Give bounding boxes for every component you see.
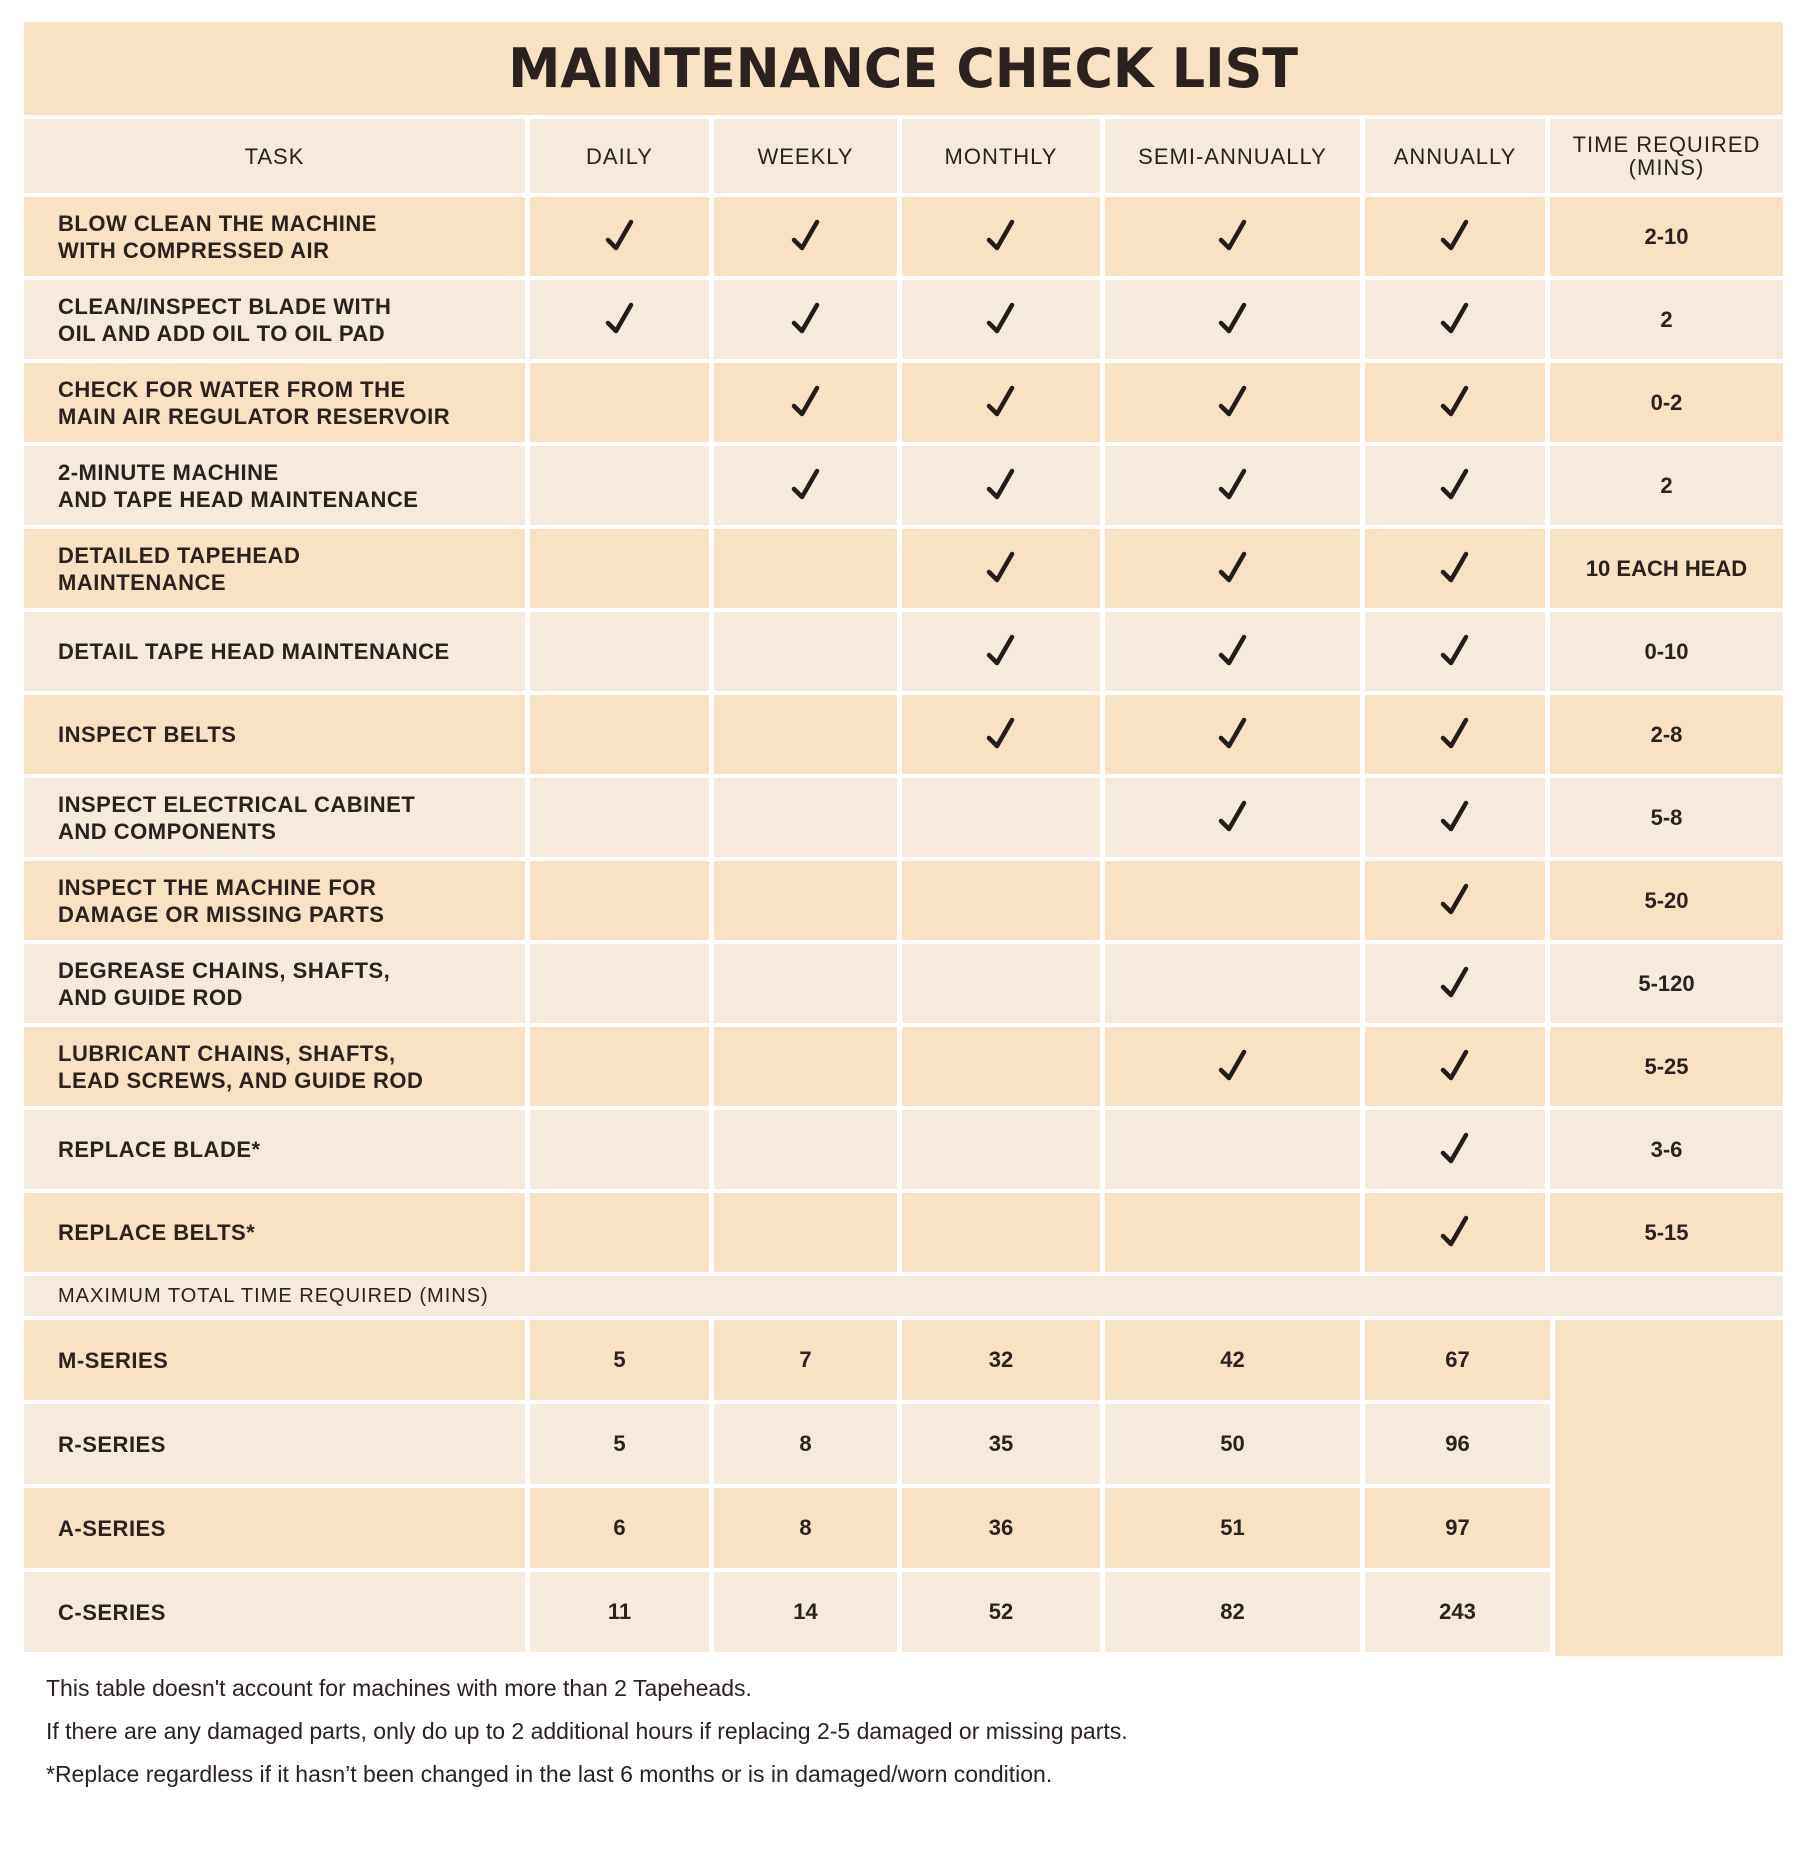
- checkmark-icon: [1218, 799, 1248, 837]
- time-cell: 5-8: [1650, 804, 1683, 830]
- checkmark-icon: [1440, 882, 1470, 920]
- checkmark-icon: [605, 218, 635, 256]
- series-semi-value: 82: [1105, 1572, 1365, 1652]
- annual-cell: [1365, 612, 1550, 691]
- daily-cell: [530, 1193, 714, 1272]
- series-row: [24, 1404, 1550, 1488]
- task-line1: LUBRICANT CHAINS, SHAFTS,: [58, 1040, 396, 1066]
- task-line1: CLEAN/INSPECT BLADE WITH: [58, 293, 392, 319]
- table-row: [24, 529, 1783, 612]
- header-weekly: WEEKLY: [714, 119, 902, 193]
- checkmark-icon: [986, 218, 1016, 256]
- table-row: [24, 446, 1783, 529]
- time-cell: 5-15: [1644, 1219, 1689, 1245]
- task-line2: MAIN AIR REGULATOR RESERVOIR: [58, 403, 451, 429]
- checkmark-icon: [986, 384, 1016, 422]
- series-weekly-value: 8: [714, 1488, 902, 1568]
- semi-cell: [1105, 695, 1365, 774]
- series-name: C-SERIES: [24, 1572, 530, 1652]
- series-name: A-SERIES: [24, 1488, 530, 1568]
- footnotes: [46, 1667, 1128, 1796]
- footnote: *Replace regardless if it hasn’t been changed in the last 6 months or is in damaged/worn condition.: [46, 1761, 1053, 1787]
- time-cell: 5-20: [1644, 887, 1689, 913]
- monthly-cell: [902, 197, 1105, 276]
- weekly-cell: [714, 695, 902, 774]
- annual-cell: [1365, 529, 1550, 608]
- table-row: [24, 1027, 1783, 1110]
- checkmark-icon: [1440, 550, 1470, 588]
- series-monthly-value: 35: [902, 1404, 1105, 1484]
- checkmark-icon: [1440, 1214, 1470, 1252]
- task-cell: [24, 280, 530, 359]
- series-daily-value: 5: [530, 1320, 714, 1400]
- monthly-cell: [902, 1027, 1105, 1106]
- checkmark-icon: [791, 218, 821, 256]
- weekly-cell: [714, 861, 902, 940]
- monthly-cell: [902, 1110, 1105, 1189]
- semi-cell: [1105, 778, 1365, 857]
- task-cell: [24, 612, 530, 691]
- time-cell: 3-6: [1650, 1136, 1683, 1162]
- annual-cell: [1365, 1027, 1550, 1106]
- series-row: [24, 1320, 1550, 1404]
- time-cell: 2: [1660, 306, 1673, 332]
- checkmark-icon: [1218, 550, 1248, 588]
- weekly-cell: [714, 446, 902, 525]
- table-row: [24, 280, 1783, 363]
- checkmark-icon: [1440, 633, 1470, 671]
- checkmark-icon: [1440, 1131, 1470, 1169]
- daily-cell: [530, 197, 714, 276]
- checkmark-icon: [791, 301, 821, 339]
- checkmark-icon: [1440, 716, 1470, 754]
- semi-cell: [1105, 612, 1365, 691]
- checkmark-icon: [1440, 1214, 1470, 1252]
- time-cell: 0-10: [1644, 638, 1689, 664]
- checkmark-icon: [986, 218, 1016, 256]
- series-row: [24, 1572, 1550, 1656]
- checkmark-icon: [1440, 799, 1470, 837]
- checkmark-icon: [791, 301, 821, 339]
- time-cell: 2: [1660, 472, 1673, 498]
- series-semi-value: 51: [1105, 1488, 1365, 1568]
- table-row: [24, 197, 1783, 280]
- annual-cell: [1365, 197, 1550, 276]
- table-header-row: [24, 119, 1783, 197]
- table-row: [24, 861, 1783, 944]
- checkmark-icon: [986, 301, 1016, 339]
- page-title: MAINTENANCE CHECK LIST: [508, 37, 1299, 100]
- title-bar: [24, 22, 1783, 119]
- checkmark-icon: [1218, 550, 1248, 588]
- checkmark-icon: [1218, 1048, 1248, 1086]
- monthly-cell: [902, 612, 1105, 691]
- maintenance-table: [24, 22, 1783, 1656]
- series-monthly-value: 32: [902, 1320, 1105, 1400]
- checkmark-icon: [986, 633, 1016, 671]
- series-monthly-value: 52: [902, 1572, 1105, 1652]
- task-line2: AND TAPE HEAD MAINTENANCE: [58, 486, 419, 512]
- semi-cell: [1105, 280, 1365, 359]
- checkmark-icon: [986, 550, 1016, 588]
- semi-cell: [1105, 197, 1365, 276]
- task-line2: MAINTENANCE: [58, 569, 227, 595]
- task-cell: [24, 446, 530, 525]
- checkmark-icon: [1218, 633, 1248, 671]
- semi-cell: [1105, 363, 1365, 442]
- series-annual-value: 67: [1445, 1347, 1470, 1372]
- checkmark-icon: [1440, 467, 1470, 505]
- daily-cell: [530, 1027, 714, 1106]
- daily-cell: [530, 1110, 714, 1189]
- annual-cell: [1365, 944, 1550, 1023]
- checkmark-icon: [1218, 467, 1248, 505]
- task-line1: INSPECT BELTS: [58, 722, 237, 747]
- semi-cell: [1105, 446, 1365, 525]
- task-line2: AND GUIDE ROD: [58, 984, 243, 1010]
- checkmark-icon: [1440, 384, 1470, 422]
- checkmark-icon: [605, 301, 635, 339]
- footnote: If there are any damaged parts, only do up to 2 additional hours if replacing 2-5 damaged or missing parts.: [46, 1718, 1128, 1744]
- series-daily-value: 5: [530, 1404, 714, 1484]
- task-line1: REPLACE BELTS*: [58, 1220, 256, 1245]
- task-rows: [24, 197, 1783, 1276]
- weekly-cell: [714, 363, 902, 442]
- checkmark-icon: [1440, 384, 1470, 422]
- annual-cell: [1365, 1193, 1550, 1272]
- monthly-cell: [902, 446, 1105, 525]
- monthly-cell: [902, 778, 1105, 857]
- checkmark-icon: [1218, 301, 1248, 339]
- header-annually: ANNUALLY: [1365, 119, 1550, 193]
- annual-cell: [1365, 363, 1550, 442]
- table-row: [24, 778, 1783, 861]
- daily-cell: [530, 612, 714, 691]
- checkmark-icon: [1218, 716, 1248, 754]
- monthly-cell: [902, 363, 1105, 442]
- daily-cell: [530, 446, 714, 525]
- weekly-cell: [714, 197, 902, 276]
- time-cell: 0-2: [1650, 389, 1683, 415]
- checkmark-icon: [1218, 384, 1248, 422]
- semi-cell: [1105, 944, 1365, 1023]
- checkmark-icon: [605, 301, 635, 339]
- daily-cell: [530, 778, 714, 857]
- annual-cell: [1365, 695, 1550, 774]
- task-line1: BLOW CLEAN THE MACHINE: [58, 210, 377, 236]
- task-cell: [24, 861, 530, 940]
- task-cell: [24, 529, 530, 608]
- checkmark-icon: [986, 633, 1016, 671]
- task-line1: DETAILED TAPEHEAD: [58, 542, 301, 568]
- checkmark-icon: [1218, 799, 1248, 837]
- monthly-cell: [902, 280, 1105, 359]
- checkmark-icon: [1440, 633, 1470, 671]
- checkmark-icon: [1440, 301, 1470, 339]
- checkmark-icon: [986, 384, 1016, 422]
- header-time-line2: (MINS): [1628, 155, 1705, 180]
- series-annual-value: 96: [1445, 1431, 1470, 1456]
- task-cell: [24, 695, 530, 774]
- annual-cell: [1365, 861, 1550, 940]
- checkmark-icon: [986, 467, 1016, 505]
- task-line1: CHECK FOR WATER FROM THE: [58, 376, 406, 402]
- checkmark-icon: [1440, 467, 1470, 505]
- header-semi-annually: SEMI-ANNUALLY: [1105, 119, 1365, 193]
- checkmark-icon: [1440, 1048, 1470, 1086]
- series-time-blank: [1550, 1320, 1783, 1656]
- task-line2: OIL AND ADD OIL TO OIL PAD: [58, 320, 386, 346]
- time-cell: 2-8: [1650, 721, 1683, 747]
- checkmark-icon: [986, 467, 1016, 505]
- series-weekly-value: 8: [714, 1404, 902, 1484]
- weekly-cell: [714, 1110, 902, 1189]
- checkmark-icon: [1440, 716, 1470, 754]
- checkmark-icon: [986, 716, 1016, 754]
- checkmark-icon: [605, 218, 635, 256]
- task-line1: DETAIL TAPE HEAD MAINTENANCE: [58, 639, 450, 664]
- series-row: [24, 1488, 1550, 1572]
- annual-cell: [1365, 778, 1550, 857]
- daily-cell: [530, 861, 714, 940]
- checkmark-icon: [1440, 882, 1470, 920]
- semi-cell: [1105, 1193, 1365, 1272]
- weekly-cell: [714, 944, 902, 1023]
- monthly-cell: [902, 861, 1105, 940]
- series-weekly-value: 7: [714, 1320, 902, 1400]
- checkmark-icon: [1440, 218, 1470, 256]
- semi-cell: [1105, 861, 1365, 940]
- checkmark-icon: [1440, 799, 1470, 837]
- checkmark-icon: [791, 218, 821, 256]
- task-line1: REPLACE BLADE*: [58, 1137, 261, 1162]
- annual-cell: [1365, 1110, 1550, 1189]
- semi-cell: [1105, 1110, 1365, 1189]
- monthly-cell: [902, 695, 1105, 774]
- series-name: M-SERIES: [24, 1320, 530, 1400]
- task-line1: 2-MINUTE MACHINE: [58, 459, 279, 485]
- header-time-required: [1550, 119, 1783, 193]
- series-daily-value: 11: [530, 1572, 714, 1652]
- series-semi-value: 42: [1105, 1320, 1365, 1400]
- header-time-line1: TIME REQUIRED: [1572, 132, 1761, 157]
- series-monthly-value: 36: [902, 1488, 1105, 1568]
- checkmark-icon: [1440, 550, 1470, 588]
- checkmark-icon: [1218, 301, 1248, 339]
- series-totals: [24, 1320, 1783, 1656]
- weekly-cell: [714, 1193, 902, 1272]
- time-cell: 5-120: [1638, 970, 1695, 996]
- table-row: [24, 944, 1783, 1027]
- task-cell: [24, 1193, 530, 1272]
- weekly-cell: [714, 529, 902, 608]
- weekly-cell: [714, 612, 902, 691]
- time-cell: 5-25: [1644, 1053, 1689, 1079]
- monthly-cell: [902, 944, 1105, 1023]
- time-cell: 10 EACH HEAD: [1585, 555, 1748, 581]
- totals-label: MAXIMUM TOTAL TIME REQUIRED (MINS): [24, 1276, 1783, 1320]
- semi-cell: [1105, 1027, 1365, 1106]
- table-row: [24, 695, 1783, 778]
- monthly-cell: [902, 1193, 1105, 1272]
- checkmark-icon: [791, 384, 821, 422]
- checkmark-icon: [986, 550, 1016, 588]
- daily-cell: [530, 529, 714, 608]
- checkmark-icon: [986, 301, 1016, 339]
- task-cell: [24, 1027, 530, 1106]
- series-daily-value: 6: [530, 1488, 714, 1568]
- checkmark-icon: [1440, 1131, 1470, 1169]
- task-line2: AND COMPONENTS: [58, 818, 277, 844]
- header-monthly: MONTHLY: [902, 119, 1105, 193]
- weekly-cell: [714, 778, 902, 857]
- task-line2: WITH COMPRESSED AIR: [58, 237, 330, 263]
- checkmark-icon: [1440, 218, 1470, 256]
- series-annual-value: 243: [1439, 1599, 1476, 1624]
- time-cell: 2-10: [1644, 223, 1689, 249]
- task-cell: [24, 778, 530, 857]
- daily-cell: [530, 695, 714, 774]
- checkmark-icon: [1440, 1048, 1470, 1086]
- header-daily: DAILY: [530, 119, 714, 193]
- checkmark-icon: [1440, 965, 1470, 1003]
- task-line2: LEAD SCREWS, AND GUIDE ROD: [58, 1067, 424, 1093]
- task-cell: [24, 944, 530, 1023]
- task-line1: INSPECT THE MACHINE FOR: [58, 874, 377, 900]
- checkmark-icon: [1218, 633, 1248, 671]
- checkmark-icon: [1440, 965, 1470, 1003]
- checkmark-icon: [1218, 384, 1248, 422]
- series-name: R-SERIES: [24, 1404, 530, 1484]
- task-cell: [24, 363, 530, 442]
- series-rows: [24, 1320, 1550, 1656]
- checkmark-icon: [1218, 1048, 1248, 1086]
- table-row: [24, 1110, 1783, 1193]
- daily-cell: [530, 363, 714, 442]
- checkmark-icon: [986, 716, 1016, 754]
- checkmark-icon: [1218, 218, 1248, 256]
- checkmark-icon: [1218, 218, 1248, 256]
- checkmark-icon: [791, 467, 821, 505]
- table-row: [24, 612, 1783, 695]
- series-semi-value: 50: [1105, 1404, 1365, 1484]
- table-row: [24, 363, 1783, 446]
- daily-cell: [530, 280, 714, 359]
- semi-cell: [1105, 529, 1365, 608]
- task-cell: [24, 1110, 530, 1189]
- checkmark-icon: [791, 384, 821, 422]
- table-row: [24, 1193, 1783, 1276]
- checkmark-icon: [1218, 467, 1248, 505]
- header-task: TASK: [24, 119, 530, 193]
- weekly-cell: [714, 280, 902, 359]
- task-cell: [24, 197, 530, 276]
- annual-cell: [1365, 280, 1550, 359]
- monthly-cell: [902, 529, 1105, 608]
- checkmark-icon: [1218, 716, 1248, 754]
- series-weekly-value: 14: [714, 1572, 902, 1652]
- task-line2: DAMAGE OR MISSING PARTS: [58, 901, 385, 927]
- checkmark-icon: [791, 467, 821, 505]
- task-line1: DEGREASE CHAINS, SHAFTS,: [58, 957, 391, 983]
- annual-cell: [1365, 446, 1550, 525]
- footnote: This table doesn't account for machines with more than 2 Tapeheads.: [46, 1675, 752, 1701]
- series-annual-value: 97: [1445, 1515, 1470, 1540]
- daily-cell: [530, 944, 714, 1023]
- task-line1: INSPECT ELECTRICAL CABINET: [58, 791, 416, 817]
- weekly-cell: [714, 1027, 902, 1106]
- checkmark-icon: [1440, 301, 1470, 339]
